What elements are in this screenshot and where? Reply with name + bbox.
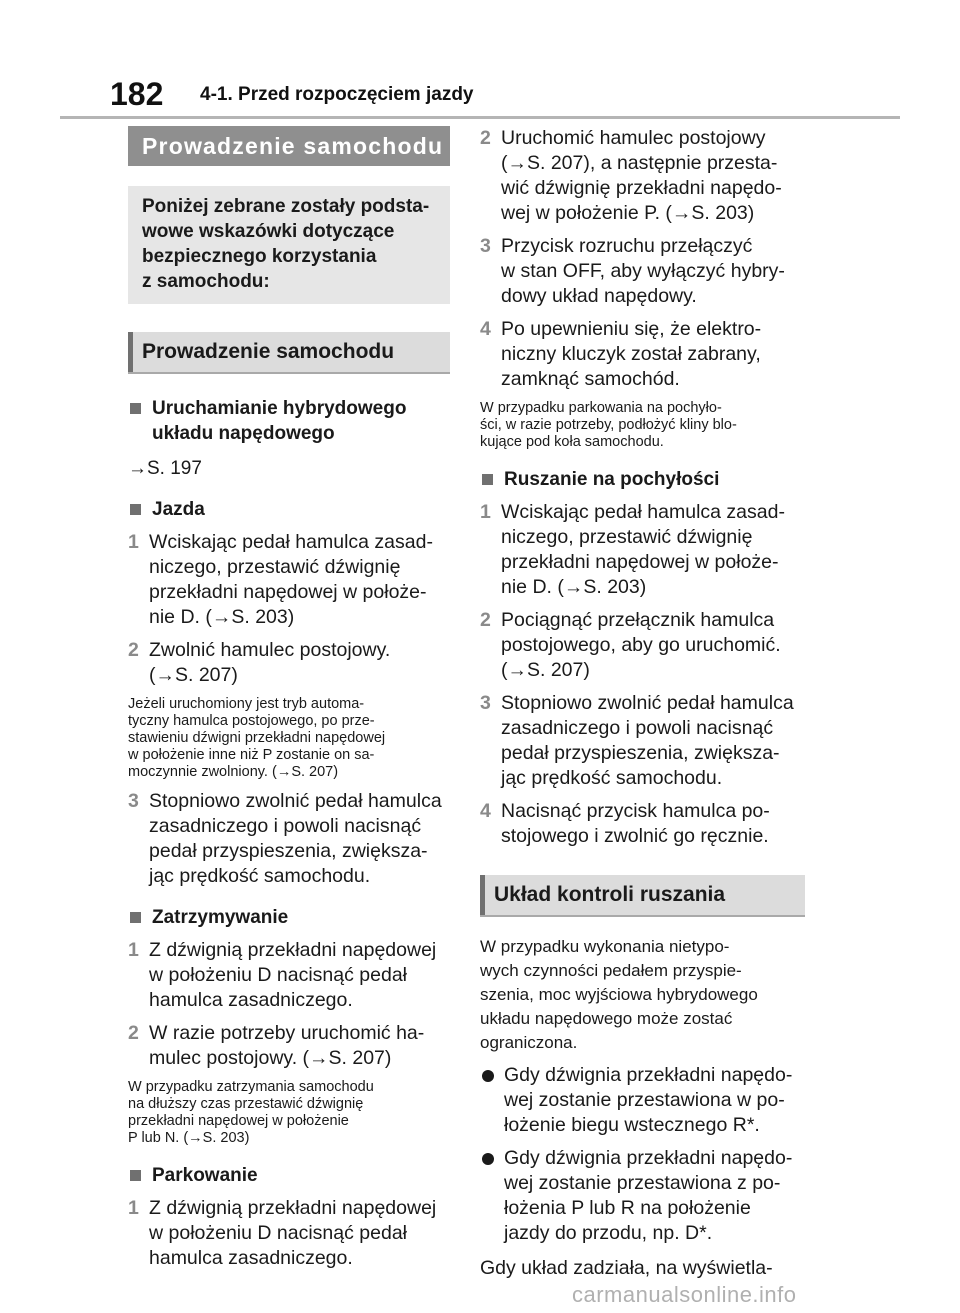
subheading-park [128, 1163, 450, 1188]
square-bullet-icon [130, 403, 141, 414]
subheading-hill-start [480, 467, 805, 492]
page-number: 182 [110, 76, 164, 112]
subheading-text: Zatrzymywanie [152, 907, 289, 928]
step-item [128, 1021, 450, 1071]
round-bullet-icon [482, 1070, 494, 1082]
step-number: 4 [480, 800, 491, 822]
note-text: W przypadku parkowania na pochyło- ści, w razie potrzeby, podłożyć kliny blo- kujące pod koła samochodu. [480, 400, 737, 450]
bullet-item [480, 1063, 805, 1138]
step-text: Uruchomić hamulec postojowy (→S. 207), a następnie przesta- wić dźwignię przekładni napędo- wej w położenie P. (→S. 203) [501, 127, 782, 224]
step-number: 3 [480, 235, 491, 257]
step-number: 1 [128, 939, 139, 961]
subheading-drive [128, 497, 450, 522]
step-item [480, 608, 805, 683]
subheading-text: Jazda [152, 499, 205, 520]
step-item [128, 1196, 450, 1271]
step-number: 2 [480, 127, 491, 149]
intro-box: Poniżej zebrane zostały podsta- wowe wskazówki dotyczące bezpiecznego korzystania z samochodu: [128, 186, 450, 304]
step-item [480, 234, 805, 309]
step-item [128, 638, 450, 688]
step-item [480, 126, 805, 226]
right-column [480, 126, 805, 1281]
step-item [128, 938, 450, 1013]
step-item [128, 530, 450, 630]
step-text: Wciskając pedał hamulca zasad- niczego, przestawić dźwignię przekładni napędowej w położe- nie D. (→S. 203) [501, 501, 785, 598]
step-item [480, 317, 805, 392]
square-bullet-icon [130, 912, 141, 923]
step-number: 2 [128, 639, 139, 661]
bullet-text: Gdy dźwignia przekładni napędo- wej zostanie przestawiona w po- łożenie biegu wstecznego R*. [504, 1064, 793, 1136]
left-column [128, 126, 450, 1271]
subheading-start [128, 396, 450, 446]
step-number: 1 [480, 501, 491, 523]
step-text: Z dźwignią przekładni napędowej w położeniu D nacisnąć pedał hamulca zasadniczego. [149, 939, 437, 1011]
subheading-text: Parkowanie [152, 1165, 258, 1186]
step-text: Wciskając pedał hamulca zasad- niczego, przestawić dźwignię przekładni napędowej w położe- nie D. (→S. 203) [149, 531, 433, 628]
step-text: Stopniowo zwolnić pedał hamulca zasadniczego i powoli nacisnąć pedał przyspieszenia, zwiększa- jąc prędkość samochodu. [149, 790, 442, 887]
main-section-banner: Prowadzenie samochodu [128, 126, 450, 166]
step-item [480, 500, 805, 600]
step-number: 3 [480, 692, 491, 714]
subheading-text: Ruszanie na pochyłości [504, 469, 720, 490]
note-text: W przypadku zatrzymania samochodu na dłuższy czas przestawić dźwignię przekładni napędowej w położenie P lub N. (→S. 203) [128, 1079, 374, 1146]
step-number: 3 [128, 790, 139, 812]
sub-section-banner: Prowadzenie samochodu [128, 332, 450, 374]
section-title: 4-1. Przed rozpoczęciem jazdy [200, 84, 474, 105]
page-reference: →S. 197 [128, 458, 202, 479]
step-number: 1 [128, 531, 139, 553]
closing-text: Gdy układ zadziała, na wyświetla- [480, 1257, 773, 1279]
square-bullet-icon [130, 504, 141, 515]
round-bullet-icon [482, 1153, 494, 1165]
step-text: Po upewnieniu się, że elektro- niczny kluczyk został zabrany, zamknąć samochód. [501, 318, 762, 390]
step-text: Stopniowo zwolnić pedał hamulca zasadniczego i powoli nacisnąć pedał przyspieszenia, zwiększa- jąc prędkość samochodu. [501, 692, 794, 789]
step-item [128, 789, 450, 889]
subheading-text: Uruchamianie hybrydowego układu napędowego [152, 398, 407, 444]
watermark: carmanualsonline.info [572, 1282, 797, 1307]
step-item [480, 691, 805, 791]
step-number: 2 [128, 1022, 139, 1044]
bullet-text: Gdy dźwignia przekładni napędo- wej zostanie przestawiona z po- łożenia P lub R na położenie jazdy do przodu, np. D*. [504, 1147, 793, 1244]
bullet-item [480, 1146, 805, 1246]
step-text: Zwolnić hamulec postojowy. (→S. 207) [149, 639, 391, 686]
step-number: 1 [128, 1197, 139, 1219]
control-section-banner: Układ kontroli ruszania [480, 875, 805, 917]
note-text: Jeżeli uruchomiony jest tryb automa- tyczny hamulca postojowego, po prze- stawieniu dźwigni przekładni napędowej w położenie inne niż P zostanie on sa- moczynnie zwolniony. (→S. 207) [128, 696, 386, 780]
subheading-stop [128, 905, 450, 930]
square-bullet-icon [482, 474, 493, 485]
header-rule [60, 116, 900, 119]
square-bullet-icon [130, 1170, 141, 1181]
step-text: Przycisk rozruchu przełączyć w stan OFF, aby wyłączyć hybry- dowy układ napędowy. [501, 235, 785, 307]
step-number: 4 [480, 318, 491, 340]
step-item [480, 799, 805, 849]
step-number: 2 [480, 609, 491, 631]
control-paragraph: W przypadku wykonania nietypo- wych czynności pedałem przyspie- szenia, moc wyjściowa hybrydowego układu napędowego może zostać ograniczona. [480, 937, 758, 1052]
step-text: Nacisnąć przycisk hamulca po- stojowego i zwolnić go ręcznie. [501, 800, 770, 847]
step-text: W razie potrzeby uruchomić ha- mulec postojowy. (→S. 207) [149, 1022, 425, 1069]
step-text: Z dźwignią przekładni napędowej w położeniu D nacisnąć pedał hamulca zasadniczego. [149, 1197, 437, 1269]
step-text: Pociągnąć przełącznik hamulca postojowego, aby go uruchomić. (→S. 207) [501, 609, 781, 681]
